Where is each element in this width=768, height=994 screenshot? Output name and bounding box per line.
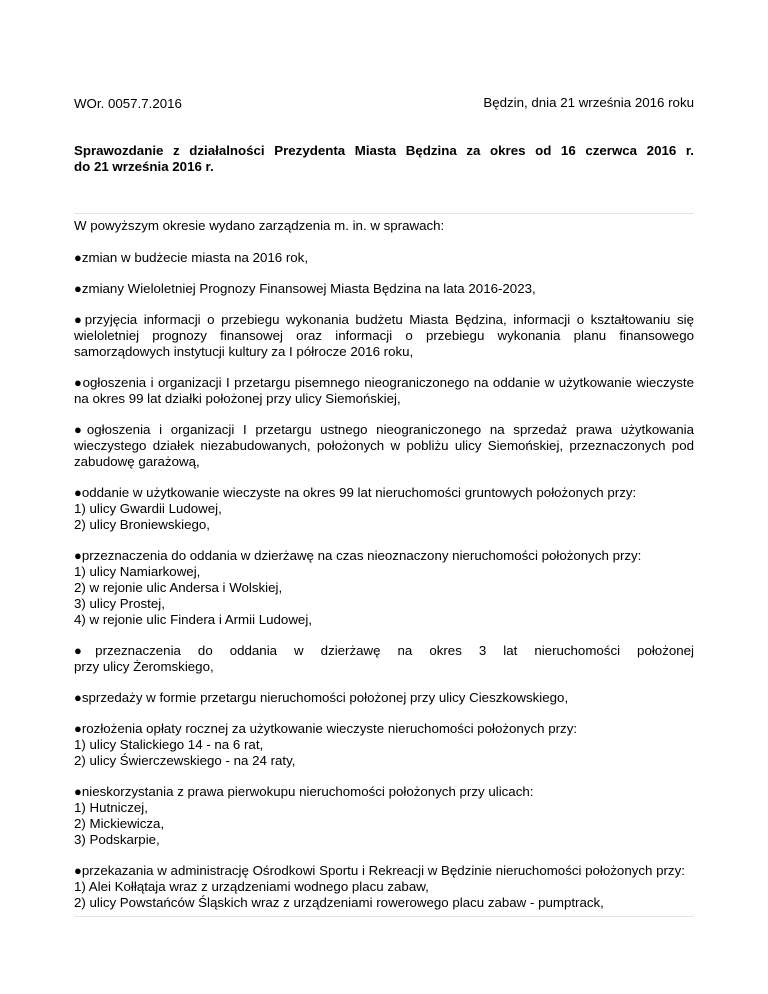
list-subitem: 3) ulicy Prostej,: [74, 596, 165, 611]
list-item-text: [74, 784, 694, 800]
list-item-label: przeznaczenia do oddania w dzierżawę na czas nieoznaczony nieruchomości położonych przy:: [81, 548, 642, 563]
list-subitem: 1) Hutniczej,: [74, 800, 148, 815]
list-item: [74, 422, 694, 470]
list-item-label: rozłożenia opłaty rocznej za użytkowanie wieczyste nieruchomości położonych przy:: [81, 721, 578, 736]
report-title-line-2: do 21 września 2016 r.: [74, 159, 214, 174]
list-subitem: przy ulicy Żeromskiego,: [74, 659, 214, 674]
list-item: [74, 548, 694, 628]
reference-number: WOr. 0057.7.2016: [74, 96, 182, 111]
list-item-label: przyjęcia informacji o przebiegu wykonania budżetu Miasta Będzina, informacji o kształtowaniu się wieloletniej prognozy finansowej oraz informacji o przebiegu wykonania planu finansowego samorządowych instytucji kultury za I półrocze 2016 roku,: [74, 312, 694, 359]
list-item-label: przekazania w administrację Ośrodkowi Sportu i Rekreacji w Będzinie nieruchomości położonych przy:: [81, 863, 685, 878]
bullet-icon: ●: [74, 312, 85, 327]
bullet-icon: ●: [74, 548, 82, 563]
list-subitem: 2) w rejonie ulic Andersa i Wolskiej,: [74, 580, 283, 595]
list-subitem: 1) ulicy Stalickiego 14 - na 6 rat,: [74, 737, 264, 752]
bullet-icon: ●: [74, 281, 82, 296]
list-item-label: ogłoszenia i organizacji I przetargu ustnego nieograniczonego na sprzedaż prawa użytkowania wieczystego działek niezabudowanych, położonych w pobliżu ulicy Siemońskiej, przeznaczonych pod zabudowę garażową,: [74, 422, 694, 469]
list-item-text: [74, 281, 694, 297]
report-title-line-1: Sprawozdanie z działalności Prezydenta Miasta Będzina za okres od 16 czerwca 2016 r.: [74, 143, 694, 158]
date-line: Będzin, dnia 21 września 2016 roku: [483, 95, 694, 110]
bullet-icon: ●: [74, 690, 82, 705]
list-item-text: [74, 643, 694, 659]
list-item-text: [74, 690, 694, 706]
list-subitem: 4) w rejonie ulic Findera i Armii Ludowej,: [74, 612, 312, 627]
list-subitem: 1) ulicy Gwardii Ludowej,: [74, 501, 222, 516]
list-subitem: 1) ulicy Namiarkowej,: [74, 564, 201, 579]
list-item-text: [74, 312, 694, 360]
list-item: [74, 281, 694, 297]
bullet-icon: ●: [74, 422, 87, 437]
list-item-label: zmiany Wieloletniej Prognozy Finansowej Miasta Będzina na lata 2016-2023,: [81, 281, 536, 296]
list-subitem: 2) ulicy Broniewskiego,: [74, 517, 210, 532]
list-subitem: 2) Mickiewicza,: [74, 816, 165, 831]
list-item-text: [74, 548, 694, 564]
divider-bottom: [74, 916, 694, 917]
report-title: [74, 143, 694, 175]
bullet-icon: ●: [74, 643, 96, 658]
bullet-icon: ●: [74, 721, 82, 736]
list-item: [74, 690, 694, 706]
list-item-label: przeznaczenia do oddania w dzierżawę na okres 3 lat nieruchomości położonej: [95, 643, 694, 658]
list-item-text: [74, 485, 694, 501]
list-item: [74, 863, 694, 911]
list-subitem: 3) Podskarpie,: [74, 832, 160, 847]
list-subitem: 1) Alei Kołłątaja wraz z urządzeniami wodnego placu zabaw,: [74, 879, 429, 894]
list-item-label: oddanie w użytkowanie wieczyste na okres 99 lat nieruchomości gruntowych położonych przy:: [81, 485, 637, 500]
list-item-text: [74, 863, 694, 879]
bullet-icon: ●: [74, 375, 83, 390]
decision-list: [74, 250, 694, 926]
list-item: [74, 721, 694, 769]
list-item-text: [74, 250, 694, 266]
list-subitem: 2) ulicy Powstańców Śląskich wraz z urządzeniami rowerowego placu zabaw - pumptrack,: [74, 895, 604, 910]
list-item: [74, 250, 694, 266]
bullet-icon: ●: [74, 784, 82, 799]
list-subitem: 2) ulicy Świerczewskiego - na 24 raty,: [74, 753, 296, 768]
list-item: [74, 375, 694, 407]
list-item-label: nieskorzystania z prawa pierwokupu nieruchomości położonych przy ulicach:: [81, 784, 534, 799]
list-item: [74, 643, 694, 675]
bullet-icon: ●: [74, 485, 82, 500]
list-item: [74, 312, 694, 360]
list-item-label: sprzedaży w formie przetargu nieruchomości położonej przy ulicy Cieszkowskiego,: [81, 690, 569, 705]
list-item-text: [74, 422, 694, 470]
intro-text: W powyższym okresie wydano zarządzenia m. in. w sprawach:: [74, 218, 445, 233]
divider-top: [74, 213, 694, 214]
list-item: [74, 485, 694, 533]
list-item: [74, 784, 694, 848]
bullet-icon: ●: [74, 863, 82, 878]
bullet-icon: ●: [74, 250, 82, 265]
list-item-text: [74, 721, 694, 737]
list-item-label: zmian w budżecie miasta na 2016 rok,: [81, 250, 309, 265]
list-item-text: [74, 375, 694, 407]
list-item-label: ogłoszenia i organizacji I przetargu pisemnego nieograniczonego na oddanie w użytkowanie wieczyste na okres 99 lat działki położonej przy ulicy Siemońskiej,: [74, 375, 694, 406]
